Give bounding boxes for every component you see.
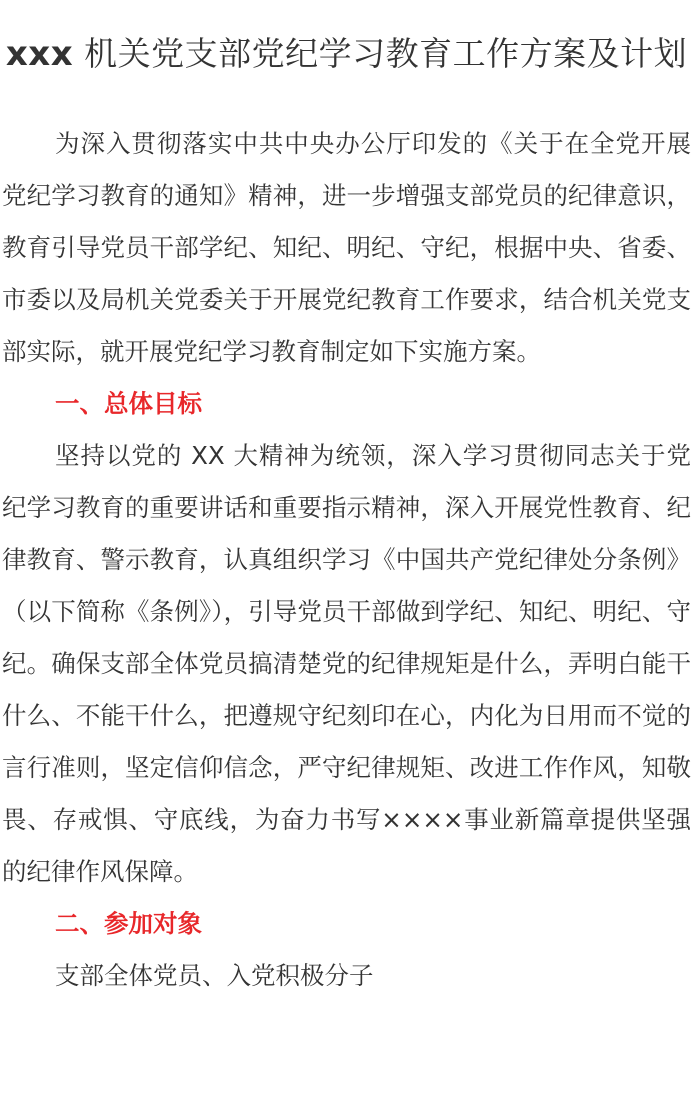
intro-paragraph: 为深入贯彻落实中共中央办公厅印发的《关于在全党开展党纪学习教育的通知》精神，进一步增强支部党员的纪律意识，教育引导党员干部学纪、知纪、明纪、守纪，根据中央、省委、市委以及局机关党委关于开展党纪教育工作要求，结合机关党支部实际，就开展党纪学习教育制定如下实施方案。 (2, 129, 691, 366)
section-heading-participants: 二、参加对象 (55, 909, 202, 938)
section-body-goals: 坚持以党的 XX 大精神为统领，深入学习贯彻同志关于党纪学习教育的重要讲话和重要指示精神，深入开展党性教育、纪律教育、警示教育，认真组织学习《中国共产党纪律处分条例》（以下简称《条例》），引导党员干部做到学纪、知纪、明纪、守纪。确保支部全体党员搞清楚党的纪律规矩是什么，弄明白能干什么、不能干什么，把遵规守纪刻印在心，内化为日用而不觉的言行准则，坚定信仰信念，严守纪律规矩、改进工作作风，知敬畏、存戒惧、守底线，为奋力书写××××事业新篇章提供坚强的纪律作风保障。 (2, 441, 691, 886)
document-title (0, 28, 693, 80)
title-prefix: xxx (5, 34, 74, 74)
section-body-participants: 支部全体党员、入党积极分子 (55, 961, 374, 990)
title-text: 机关党支部党纪学习教育工作方案及计划 (73, 34, 688, 73)
section-heading-goals: 一、总体目标 (55, 389, 202, 418)
